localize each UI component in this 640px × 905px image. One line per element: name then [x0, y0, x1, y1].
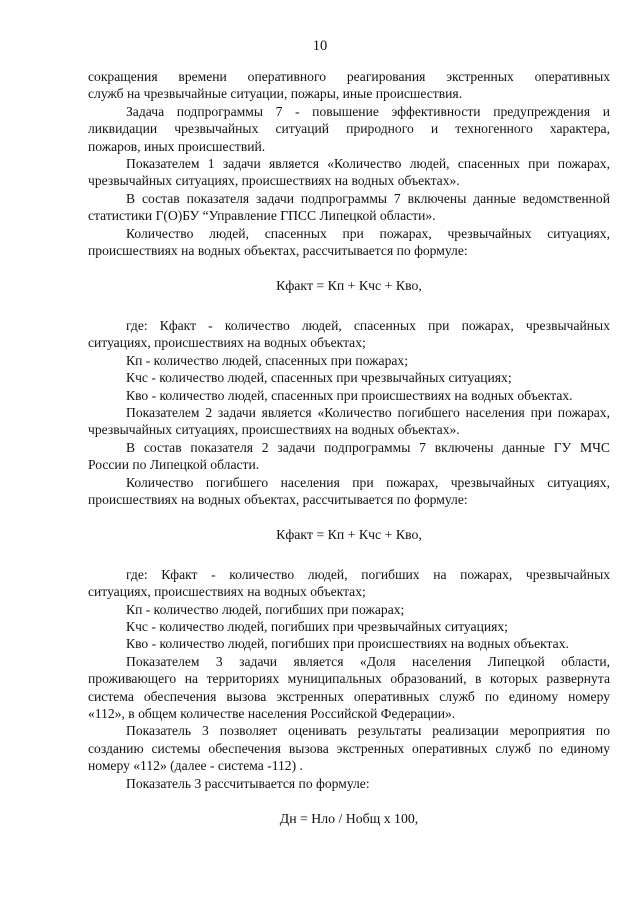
text-line: Кчс - количество людей, спасенных при чрезвычайных ситуациях; — [126, 370, 512, 386]
formula: Дн = Нло / Нобщ х 100, — [279, 811, 419, 827]
paragraph — [88, 155, 610, 190]
text-line: Кво - количество людей, погибших при происшествиях на водных объектах. — [126, 636, 569, 652]
text-line: созданию системы обеспечения вызова экстренных оперативных служб по единому — [88, 740, 610, 756]
text-line: Кп - количество людей, погибших при пожарах; — [126, 601, 405, 617]
text-line: сокращения времени оперативного реагирования экстренных оперативных — [88, 69, 610, 84]
paragraph — [88, 618, 610, 635]
paragraph — [88, 387, 610, 404]
text-line: ликвидации чрезвычайных ситуаций природного и техногенного характера, — [88, 121, 610, 137]
paragraph — [88, 474, 610, 509]
text-line: система обеспечения вызова экстренных оперативных служб по единому номеру — [88, 688, 610, 704]
text-line: номеру «112» (далее - система -112) . — [88, 758, 303, 774]
text-line: Кво - количество людей, спасенных при происшествиях на водных объектах. — [126, 387, 573, 403]
paragraph — [88, 722, 610, 774]
paragraph — [88, 601, 610, 618]
paragraph — [88, 317, 610, 352]
text-line: В состав показателя 2 задачи подпрограммы 7 включены данные ГУ МЧС — [126, 439, 610, 455]
paragraph — [88, 566, 610, 601]
text-line: пожаров, иных происшествий. — [88, 138, 266, 154]
text-line: происшествиях на водных объектах, рассчитывается по формуле: — [88, 491, 468, 507]
text-line: Количество погибшего населения при пожарах, чрезвычайных ситуациях, — [126, 474, 610, 490]
text-line: Кп - количество людей, спасенных при пожарах; — [126, 352, 408, 368]
paragraph — [88, 190, 610, 225]
text-line: происшествиях на водных объектах, рассчитывается по формуле: — [88, 243, 468, 259]
text-line: Задача подпрограммы 7 - повышение эффективности предупреждения и — [126, 103, 610, 119]
paragraph — [88, 68, 610, 103]
text-line: Показателем 2 задачи является «Количество погибшего населения при пожарах, — [126, 404, 610, 420]
page-number: 10 — [312, 38, 328, 54]
text-line: Количество людей, спасенных при пожарах, чрезвычайных ситуациях, — [126, 225, 610, 241]
paragraph — [88, 369, 610, 386]
text-line: чрезвычайных ситуациях, происшествиях на водных объектах». — [88, 422, 460, 438]
text-line: служб на чрезвычайные ситуации, пожары, иные происшествия. — [88, 86, 463, 102]
text-line: «112», в общем количестве населения Российской Федерации». — [88, 706, 456, 721]
text-line: где: Кфакт - количество людей, погибших на пожарах, чрезвычайных — [126, 566, 610, 582]
text-line: проживающего на территориях муниципальных образований, в которых развернута — [88, 671, 610, 687]
text-line: России по Липецкой области. — [88, 457, 260, 473]
text-line: Показателем 1 задачи является «Количество людей, спасенных при пожарах, — [126, 156, 610, 172]
formula: Кфакт = Кп + Кчс + Кво, — [276, 278, 422, 294]
paragraph — [88, 225, 610, 260]
text-line: где: Кфакт - количество людей, спасенных при пожарах, чрезвычайных — [126, 317, 610, 333]
paragraph — [88, 352, 610, 369]
text-line: Кчс - количество людей, погибших при чрезвычайных ситуациях; — [126, 618, 508, 634]
text-line: ситуациях, происшествиях на водных объектах; — [88, 335, 366, 351]
paragraph — [88, 404, 610, 439]
text-line: чрезвычайных ситуациях, происшествиях на водных объектах». — [88, 173, 460, 189]
document-body — [88, 68, 610, 849]
paragraph — [88, 635, 610, 652]
text-line: Показатель 3 позволяет оценивать результаты реализации мероприятия по — [126, 723, 610, 739]
paragraph — [88, 775, 610, 792]
text-line: Показатель 3 рассчитывается по формуле: — [126, 775, 370, 791]
text-line: В состав показателя задачи подпрограммы 7 включены данные ведомственной — [126, 190, 610, 206]
paragraph — [88, 653, 610, 723]
text-line: Показателем 3 задачи является «Доля населения Липецкой области, — [126, 653, 610, 669]
paragraph — [88, 439, 610, 474]
text-line: статистики Г(О)БУ “Управление ГПСС Липецкой области». — [88, 208, 436, 224]
formula: Кфакт = Кп + Кчс + Кво, — [276, 527, 422, 543]
text-line: ситуациях, происшествиях на водных объектах; — [88, 584, 366, 600]
paragraph — [88, 103, 610, 155]
